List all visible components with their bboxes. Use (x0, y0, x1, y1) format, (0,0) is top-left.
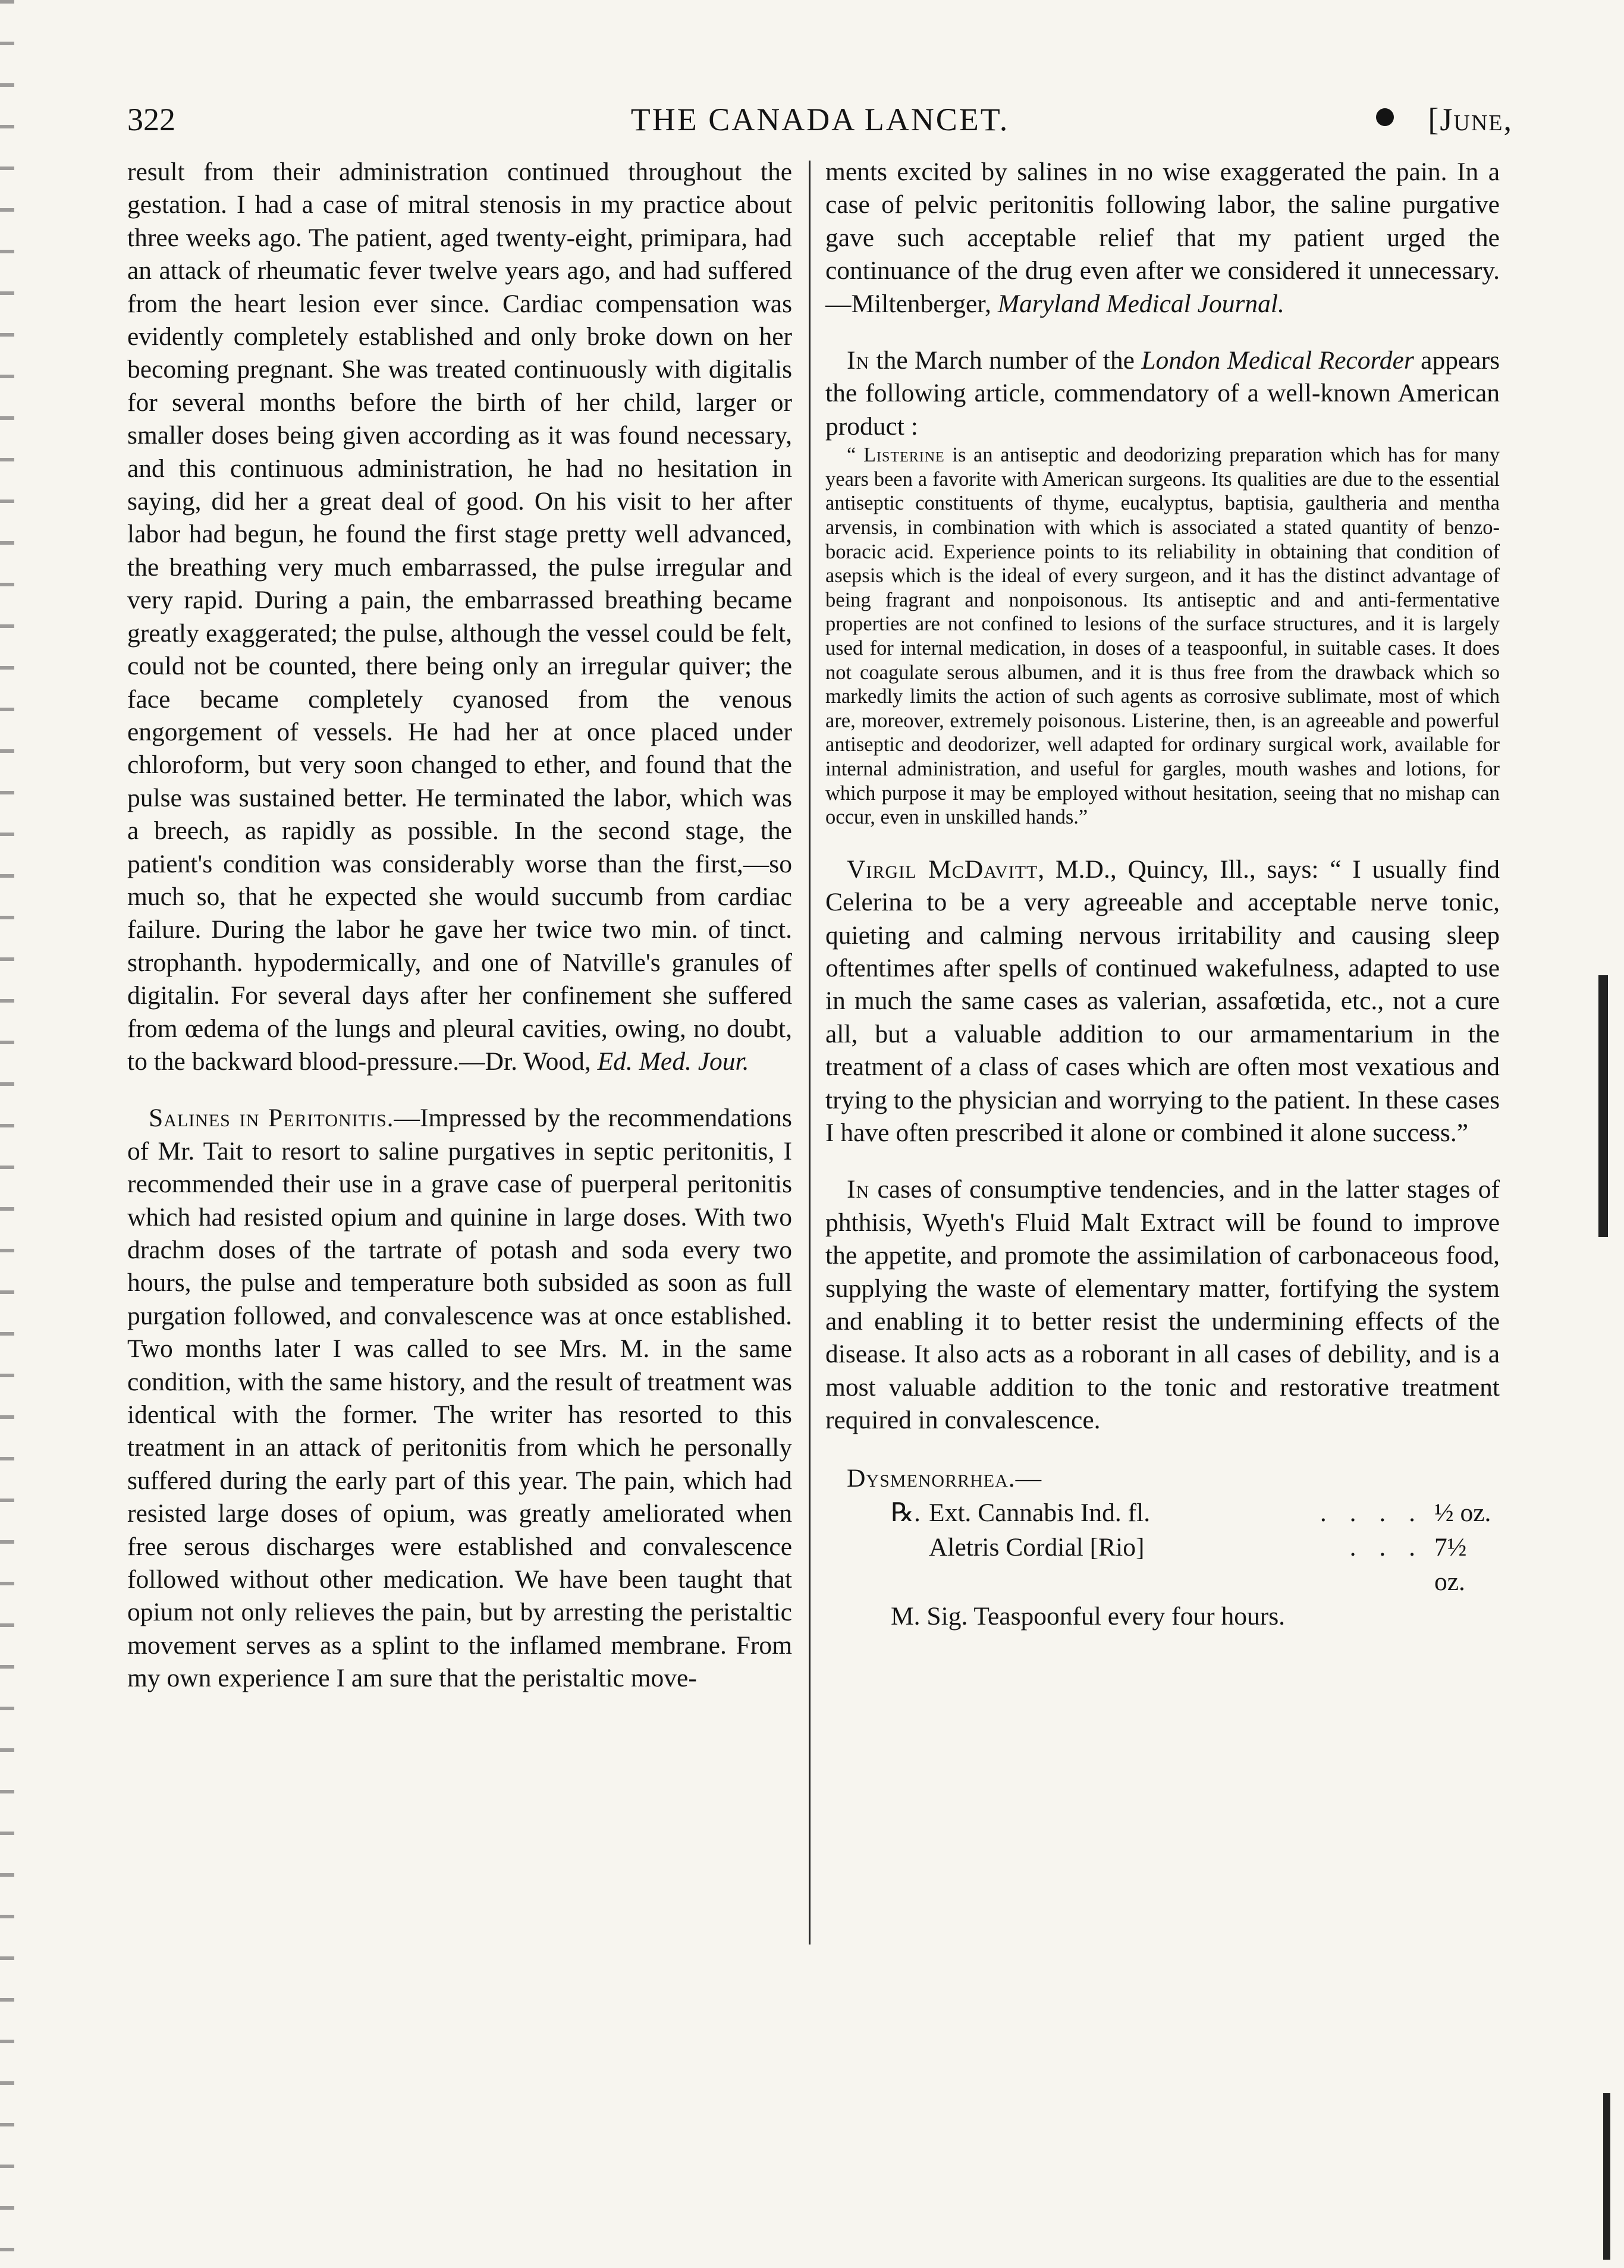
celerina-paragraph: Virgil McDavitt, M.D., Quincy, Ill., says: “ I usually find Celerina to be a very agreeable and acceptable nerve tonic, quieting and calming nervous irritability and causing sleep oftentimes after spells of continued wakefulness, adapted to use in much the same cases as valerian, assafœtida, etc., not a cure all, but a valuable addition to our armamentarium in the treatment of a class of cases which are often most vexatious and trying to the physician and worrying to the patient. In these cases I have often prescribed it alone or combined it alone success.” (825, 855, 1500, 1147)
scan-margin-mark-lower (1603, 2093, 1610, 2260)
recipe-ingredient: Aletris Cordial [Rio] (929, 1532, 1145, 1562)
journal-title: THE CANADA LANCET. (630, 102, 1010, 137)
listerine-lead: Listerine (863, 444, 945, 467)
salines-heading: Salines in Peritonitis. (149, 1104, 394, 1133)
salines-continuation: ments excited by salines in no wise exaggerated the pain. In a case of pelvic peritonitis following labor, the saline purgative gave such acceptable relief that my patient urged the continuance of the drug even after we considered it unnecessary. —Miltenberger, Maryland Medical Journal. (825, 158, 1500, 318)
scan-margin-mark (1598, 975, 1608, 1237)
recipe-ingredient: Ext. Cannabis Ind. fl. (929, 1498, 1151, 1527)
rx-symbol: ℞. (891, 1498, 921, 1527)
salines-article-paragraph: Salines in Peritonitis.—Impressed by the recommendations of Mr. Tait to resort to saline purgatives in septic peritonitis, I recommended their use in a grave case of puerperal peritonitis which had resisted opium and quinine in large doses. With two drachm doses of the tartrate of potash and soda every two hours, the pulse and temperature both subsided as soon as full purgation followed, and convalescence was at once established. Two months later I was called to see Mrs. M. in the same condition, with the same history, and the result of treatment was identical with the former. The writer has resorted to this treatment in an attack of peritonitis from which he personally suffered during the early part of this year. The pain, which had resisted large doses of opium, was greatly ameliorated when free serous discharges were established and convalescence followed without other medication. We have been taught that opium not only relieves the pain, but by arresting the peristaltic movement serves as a splint to the inflamed membrane. From my own experience I am sure that the peristaltic move- (127, 1104, 792, 1693)
header-bullet-icon (1376, 108, 1394, 126)
page-header (127, 101, 1513, 149)
right-column (825, 156, 1500, 1634)
page-number: 322 (127, 102, 175, 137)
recipe-quantity: ½ oz. (1434, 1498, 1491, 1527)
section-gap (127, 1078, 792, 1102)
section-gap (825, 1437, 1500, 1461)
issue-month: [June, (1428, 102, 1513, 137)
wood-source: Ed. Med. Jour. (597, 1047, 749, 1076)
section-gap (825, 321, 1500, 344)
miltenberger-source: Maryland Medical Journal. (997, 289, 1284, 318)
section-gap (825, 1149, 1500, 1173)
recipe-line: ℞. Ext. Cannabis Ind. fl. . . . . ½ oz. (825, 1496, 1500, 1530)
section-gap (825, 830, 1500, 853)
recipe-heading: Dysmenorrhea.— (847, 1463, 1042, 1493)
mcdavitt-name: Virgil McDavitt (847, 855, 1038, 884)
recipe-line: Aletris Cordial [Rio] . . . 7½ oz. (825, 1530, 1500, 1599)
recipe-quantity: 7½ oz. (1434, 1532, 1467, 1596)
recorder-intro: In the March number of the London Medical Recorder appears the following article, commendatory of a well-known American product : (825, 346, 1500, 441)
wyeth-paragraph: In cases of consumptive tendencies, and in the latter stages of phthisis, Wyeth's Fluid Malt Extract will be found to improve the appetite, and promote the assimilation of carbonaceous food, supplying the waste of elementary matter, fortifying the system and enabling it to better resist the undermining effects of the disease. It also acts as a roborant in all cases of debility, and is a most valuable addition to the tonic and restorative treatment required in convalescence. (825, 1175, 1500, 1435)
scan-edge-marks (0, 0, 14, 2268)
recipe-signature: M. Sig. Teaspoonful every four hours. (891, 1601, 1286, 1631)
wood-article-paragraph: result from their administration continued throughout the gestation. I had a case of mitral stenosis in my practice about three weeks ago. The patient, aged twenty-eight, primipara, had an attack of rheumatic fever twelve years ago, and had suffered from the heart lesion ever since. Cardiac compensation was evidently completely established and only broke down on her becoming pregnant. She was treated continuously with digitalis for several months before the birth of her child, larger or smaller doses being given according as it was found necessary, and this continuous administration, he had no hesitation in saying, did her a great deal of good. On his visit to her after labor had begun, he found the first stage pretty well advanced, the breathing very much embarrassed, the pulse irregular and very rapid. During a pain, the embarrassed breathing became greatly exaggerated; the pulse, although the vessel could be felt, could not be counted, there being only an irregular quiver; the face became completely cyanosed from the venous engorgement of vessels. He had her at once placed under chloroform, but very soon changed to ether, and found that the pulse was sustained better. He terminated the labor, which was a breech, as rapidly as possible. In the second stage, the patient's condition was considerably worse than the first,—so much so, that he expected she would succumb from cardiac failure. During the labor he gave her twice two min. of tinct. strophanth. hypodermically, and one of Natville's granules of digitalin. For several days after her confinement she suffered from œdema of the lungs and pleural cavities, owing, no doubt, to the backward blood-pressure.—Dr. Wood, Ed. Med. Jour. (127, 158, 792, 1076)
dysmenorrhea-recipe (825, 1461, 1500, 1634)
recorder-title: London Medical Recorder (1141, 346, 1414, 375)
column-divider (809, 161, 811, 1945)
left-column (127, 156, 792, 1695)
listerine-quote: “ Listerine is an antiseptic and deodorizing preparation which has for many years been a favorite with American surgeons. Its qualities are due to the essential antiseptic constituents of thyme, eucalyptus, baptisia, gaultheria and mentha arvensis, in combination with which is associated a stated quantity of benzo-boracic acid. Experience points to its reliability in obtaining that condition of asepsis which is the ideal of every surgeon, and it has the distinct advantage of being fragrant and nonpoisonous. Its antiseptic and and anti-fermentative properties are not confined to lesions of the surface structures, and it is largely used for internal medication, in doses of a teaspoonful, in suitable cases. It does not coagulate serous albumen, and it is thus free from the drawback which so markedly limits the action of such agents as corrosive sublimate, most of which are, moreover, extremely poisonous. Listerine, then, is an agreeable and powerful antiseptic and deodorizer, well adapted for ordinary surgical work, available for internal administration, and useful for gargles, mouth washes and lotions, for which purpose it may be employed without hesitation, seeing that no mishap can occur, even in unskilled hands.” (825, 444, 1500, 829)
